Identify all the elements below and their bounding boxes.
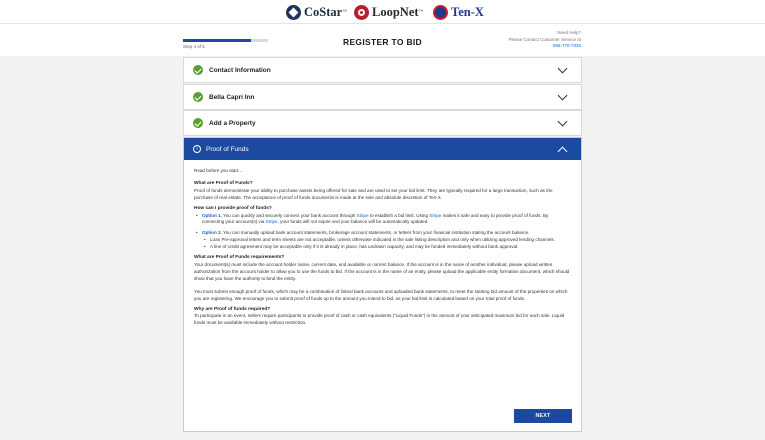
costar-logo-text: CoStar — [304, 4, 343, 19]
loopnet-logo-text: LoopNet — [372, 4, 419, 19]
check-circle-icon — [193, 92, 203, 102]
option-2-label: Option 2. — [202, 230, 222, 236]
costar-trademark: ™ — [342, 9, 348, 15]
chevron-down-icon[interactable] — [558, 63, 568, 73]
answer-requirements: Your document(s) must include the account holder name, current date, and available or current balance. If the account is in the name of another individual, please upload written authorization from the account holder to allow you to use the funds to bid. If the account is in the name of an entity, please upload the applicable entity formation document, which should show that you have the authority to bind the entity. — [194, 261, 570, 281]
loopnet-logo-icon — [354, 5, 369, 20]
step-label: Step 4 of 5 — [183, 44, 205, 49]
answer-why-required: To participate in an event, sellers require participants to provide proof of cash or cash equivalents ("Liquid Funds") in the amount of your anticipated maximum bid for each sale. Liquid funds must be available immediately without restriction. — [194, 313, 565, 326]
option-2-note-1: • Loan Pre-approval letters and term sheets are not acceptable, unless otherwise indicated in the sale listing description and only when utilizing approved lending channels. — [194, 237, 571, 244]
loopnet-logo[interactable] — [354, 3, 424, 21]
page-header — [0, 24, 765, 56]
chevron-up-icon[interactable] — [558, 146, 568, 156]
chevron-down-icon[interactable] — [558, 116, 568, 126]
option-2-note-2: • A line of credit agreement may be acceptable only if it is already in place, has undrawn capacity, and may be funded immediately without bank approval. — [194, 244, 571, 251]
stripe-link[interactable]: Stripe — [356, 212, 369, 218]
step-proof-of-funds — [183, 137, 582, 432]
loopnet-trademark: ™ — [418, 9, 424, 15]
check-circle-icon — [193, 65, 203, 75]
option-1-part-c: makes it safe and easy to provide proof of funds. By connecting your account(s) via — [202, 212, 549, 225]
option-2-text — [194, 230, 571, 237]
step-title: Proof of Funds — [206, 145, 249, 153]
step-bella-capri-inn[interactable] — [183, 84, 582, 110]
question-requirements: What are Proof of Funds requirements? — [194, 255, 285, 261]
option-1-label: Option 1. — [202, 212, 222, 218]
answer-what-are-pof: Proof of funds demonstrate your ability to purchase assets being offered for sale and are used to set your bid limit. They are typically required for a large transaction, such as the purchase of real estate. The acceptance of proof of funds documents is made at the sole and absolute discretion of Ten-X. — [194, 187, 553, 200]
step-add-a-property[interactable] — [183, 110, 582, 136]
costar-logo-icon — [286, 5, 301, 20]
tenx-logo[interactable] — [433, 3, 484, 21]
info-icon: i — [193, 145, 201, 153]
brand-bar — [0, 0, 765, 24]
help-phone-link[interactable]: 866-770-7332 — [552, 43, 581, 48]
answer-requirements-2: You must submit enough proof of funds, which may be a combination of linked bank accounts and uploaded bank statements, to meet the starting bid amount of the properties on which you are registering. We encourage you to submit proof of funds up to the amount you intend to bid, as your bid limit is calculated based on your total proof of funds. — [194, 288, 568, 301]
step-title: Contact Information — [209, 66, 271, 74]
tenx-logo-text: Ten-X — [451, 4, 484, 19]
help-text: Please Contact Customer Service at — [508, 36, 581, 42]
tenx-logo-icon — [433, 5, 448, 20]
proof-of-funds-header[interactable] — [184, 138, 581, 160]
next-button[interactable]: NEXT — [514, 409, 572, 423]
step-title: Add a Property — [209, 119, 256, 127]
stripe-link[interactable]: Stripe — [265, 219, 278, 225]
question-how-provide: How can I provide proof of funds? — [194, 205, 272, 211]
check-circle-icon — [193, 118, 203, 128]
help-contact — [508, 30, 581, 50]
step-progress-fill — [183, 39, 251, 42]
help-title: Need Help? — [557, 30, 581, 35]
option-1-part-d: , your funds will not expire and your balance will be automatically updated. — [277, 219, 429, 225]
option-1-part-a: You can quickly and securely connect your bank account through — [221, 212, 357, 218]
question-why-required: Why are Proof of funds required? — [194, 306, 271, 312]
page-title: REGISTER TO BID — [343, 37, 422, 47]
costar-logo[interactable] — [286, 3, 347, 21]
step-contact-information[interactable] — [183, 57, 582, 83]
step-progress-bar — [183, 39, 268, 42]
option-1-text — [194, 213, 571, 227]
question-what-are-pof: What are Proof of Funds? — [194, 180, 253, 186]
stripe-link[interactable]: Stripe — [429, 212, 442, 218]
chevron-down-icon[interactable] — [558, 90, 568, 100]
proof-of-funds-content — [184, 160, 581, 327]
option-2-body: You can manually upload bank account statements, brokerage account statements, or letters from your financial institution stating the account balance. — [221, 230, 530, 236]
step-title: Bella Capri Inn — [209, 93, 255, 101]
option-1-part-b: to establish a bid limit. Using — [368, 212, 430, 218]
lead-text: Read before you start... — [194, 168, 243, 173]
